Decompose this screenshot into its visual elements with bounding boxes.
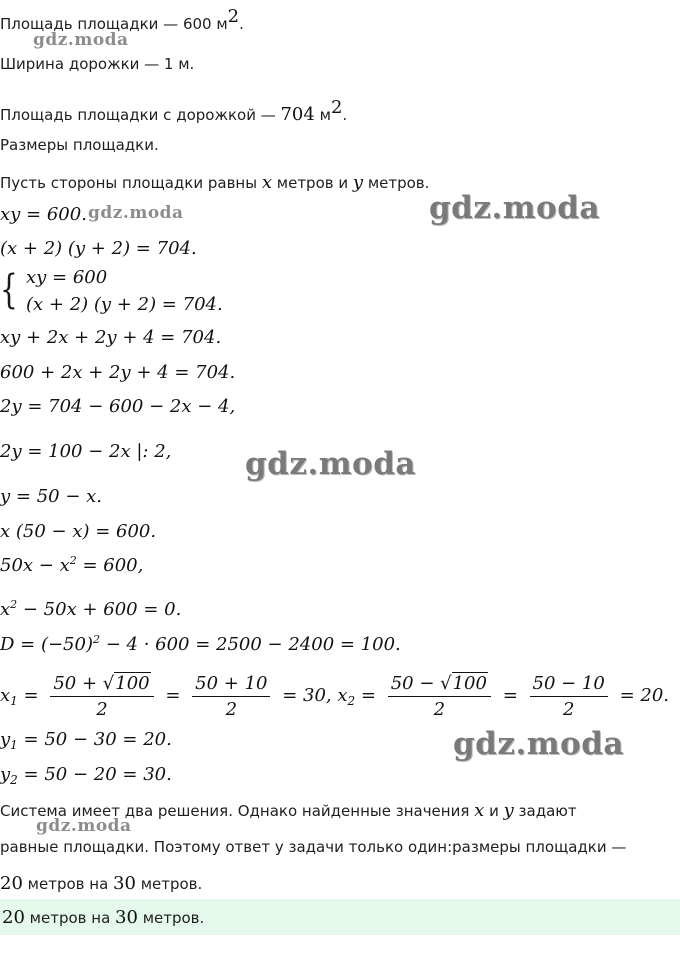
conclusion-line-2: равные площадки. Поэтому ответ у задачи только один:размеры площадки — [0,838,627,856]
fraction-2-num: 50 + 10 [192,673,270,697]
watermark: gdz.moda [245,446,416,482]
equation-9 [0,554,143,576]
fraction-3-den: 2 [433,699,446,720]
let-suffix: метров. [363,174,430,192]
conclusion-1-a: Система имеет два решения. Однако найденные значения [0,802,475,820]
x2-symbol: x [337,685,348,706]
area-with-path-line [0,97,347,125]
y2-subscript: 2 [10,773,18,787]
let-x: x [261,172,272,193]
let-prefix: Пусть стороны площадки равны [0,174,262,192]
y2-line [0,764,172,787]
equation-2: (x + 2) (y + 2) = 704. [0,238,197,259]
conclusion-y: y [503,800,514,821]
y1-subscript: 1 [10,738,18,752]
eq9-lhs: 50x − x [0,555,70,576]
system-line-2: (x + 2) (y + 2) = 704. [26,294,223,315]
discriminant-lhs: D = (−50) [0,634,93,655]
y2-symbol: y [0,764,11,785]
fraction-4-num: 50 − 10 [530,673,608,697]
conclusion-3-mid: метров на [22,875,114,893]
area-exponent: 2 [227,6,240,27]
x1-symbol: x [0,685,11,706]
answer-n2: 30 [115,907,138,928]
x1-value: = 30, [276,685,338,706]
equation-3: xy + 2x + 2y + 4 = 704. [0,327,222,348]
equation-10 [0,598,181,620]
watermark: gdz.moda [36,816,132,836]
eq10-x: x [0,599,11,620]
eq9-exponent: 2 [69,554,77,567]
equals: = [355,685,382,706]
area-with-path-label: Площадь площадки с дорожкой — [0,106,281,124]
x2-value: = 20. [613,685,669,706]
equation-8: x (50 − x) = 600. [0,521,157,542]
conclusion-n1: 20 [0,873,23,894]
equation-4: 600 + 2x + 2y + 4 = 704. [0,362,236,383]
equation-5: 2y = 704 − 600 − 2x − 4, [0,396,236,417]
y2-rhs: = 50 − 20 = 30. [17,764,172,785]
equation-6: 2y = 100 − 2x |: 2, [0,441,172,462]
watermark: gdz.moda [88,203,184,223]
eq10-rest: − 50x + 600 = 0. [17,599,182,620]
eq9-rhs: = 600, [76,555,144,576]
area-with-path-exponent: 2 [330,97,343,118]
system-brace: { [0,267,18,313]
y1-line [0,729,172,752]
fraction-3: $\frac{50 - √100}{2}$ [388,672,491,720]
fraction-1-den: 2 [96,699,108,720]
path-width-line: Ширина дорожки — 1 м. [0,55,195,73]
discriminant-rhs: − 4 · 600 = 2500 − 2400 = 100. [100,634,401,655]
equals: = [17,685,45,706]
area-line [0,6,244,33]
conclusion-3-end: метров. [135,875,203,893]
let-y: y [352,172,364,193]
fraction-3-num: 50 − [390,673,441,694]
watermark: gdz.moda [453,726,624,762]
conclusion-x: x [474,800,485,821]
size-header: Размеры площадки. [0,136,159,154]
let-line [0,172,429,193]
x2-subscript: 2 [347,694,356,708]
roots-x-line [0,672,669,720]
conclusion-n2: 30 [113,873,136,894]
watermark: gdz.moda [33,30,129,50]
fraction-2 [192,673,270,720]
fraction-4 [530,673,608,720]
watermark: gdz.moda [429,190,600,226]
sqrt-2: 100 [452,673,487,694]
fraction-2-den: 2 [225,698,238,720]
equation-discriminant [0,633,401,655]
eq10-exponent: 2 [10,598,18,611]
conclusion-line-3 [0,873,202,894]
conclusion-1-b: задают [513,802,577,820]
area-end: . [239,15,244,33]
answer-end: метров. [137,909,205,927]
discriminant-exponent: 2 [93,633,100,646]
equation-7: y = 50 − x. [0,486,102,507]
y1-rhs: = 50 − 30 = 20. [17,729,172,750]
answer-box [0,899,680,935]
system-line-1: xy = 600 [26,267,108,288]
area-label: Площадь площадки — 600 м [0,15,228,33]
equals: = [159,685,187,706]
fraction-4-den: 2 [562,698,575,720]
x1-subscript: 1 [10,694,18,708]
area-with-path-end: . [342,106,348,124]
answer-text [2,907,204,928]
conclusion-mid: и [484,802,504,820]
equation-1: xy = 600. [0,204,87,225]
equals: = [496,685,524,706]
answer-mid: метров на [24,909,116,927]
area-with-path-number: 704 [280,104,315,125]
let-mid: метров и [272,174,353,192]
answer-n1: 20 [2,907,25,928]
area-with-path-unit: м [314,106,331,124]
fraction-1: $\frac{50 + √100}{2}$ [50,672,153,720]
y1-symbol: y [0,729,11,750]
sqrt-1: 100 [115,673,150,694]
fraction-1-num: 50 + [53,673,103,694]
